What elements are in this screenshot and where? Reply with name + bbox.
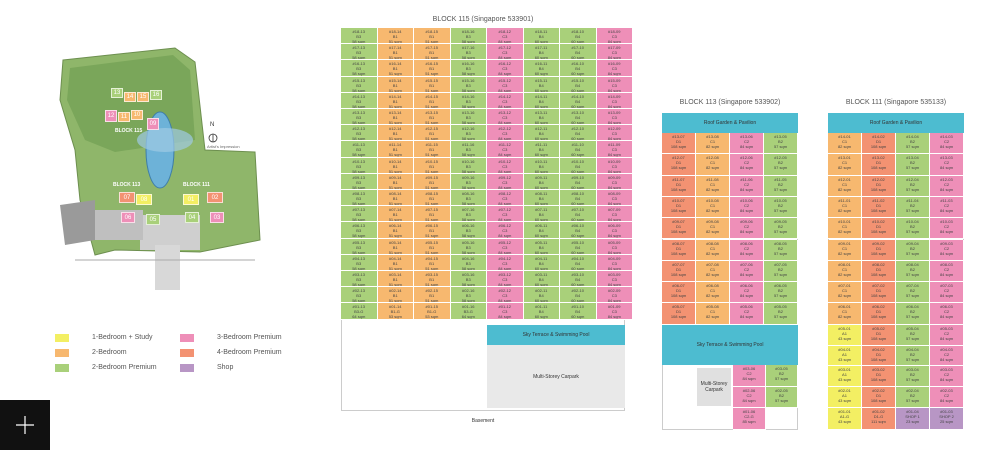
block115-unit-14-11: #14-11 B4 60 sqm [524, 93, 561, 109]
block115-unit-05-09: #05-09 C3 84 sqm [597, 239, 634, 255]
block115-unit-15-14: #15-14 B1 51 sqm [378, 77, 415, 93]
block115-unit-12-12: #12-12 C3 84 sqm [487, 125, 524, 141]
siteplan-unit-02: 02 [207, 192, 223, 203]
block111-unit-09-01: #09-01 C1 82 sqm [828, 240, 862, 261]
block115-unit-01-11: #01-11 B4 60 sqm [524, 303, 561, 319]
block115-unit-01-13: #01-13 B3-G 64 sqm [341, 303, 378, 319]
block113-unit-05-08: #05-08 C1 82 sqm [696, 303, 730, 324]
block115-unit-17-15: #17-15 B1 51 sqm [414, 44, 451, 60]
block113-unit-10-05: #10-05 B2 57 sqm [764, 197, 798, 218]
legend-label-2bed: 2-Bedroom [92, 349, 127, 356]
block115-unit-15-15: #15-15 B1 51 sqm [414, 77, 451, 93]
block111-unit-03-01: #03-01 A1 43 sqm [828, 366, 862, 387]
block111-unit-14-02: #14-02 D1 108 sqm [862, 133, 896, 154]
block113-unit-10-07: #10-07 D1 108 sqm [662, 197, 696, 218]
block115-unit-07-15: #07-15 B1 51 sqm [414, 206, 451, 222]
block115-unit-08-14: #08-14 B1 51 sqm [378, 190, 415, 206]
block115-unit-08-12: #08-12 C3 84 sqm [487, 190, 524, 206]
block115-unit-08-13: #08-13 B3 58 sqm [341, 190, 378, 206]
legend-label-3prem: 3-Bedroom Premium [217, 334, 282, 341]
block115-unit-11-14: #11-14 B1 51 sqm [378, 141, 415, 157]
block115-unit-04-14: #04-14 B1 51 sqm [378, 255, 415, 271]
block115-unit-18-12: #18-12 C3 84 sqm [487, 28, 524, 44]
block115-unit-09-14: #09-14 B1 51 sqm [378, 174, 415, 190]
block111-roof-garden: Roof Garden & Pavilion [828, 113, 964, 133]
block115-unit-09-10: #09-10 B4 60 sqm [560, 174, 597, 190]
block115-unit-13-11: #13-11 B4 60 sqm [524, 109, 561, 125]
block115-unit-08-16: #08-16 B3 58 sqm [451, 190, 488, 206]
siteplan-unit-09: 09 [147, 118, 159, 130]
block111-unit-08-03: #08-03 C2 84 sqm [930, 261, 964, 282]
block115-unit-05-16: #05-16 B3 58 sqm [451, 239, 488, 255]
block111-unit-10-04: #10-04 B2 57 sqm [896, 218, 930, 239]
block115-unit-03-11: #03-11 B4 60 sqm [524, 271, 561, 287]
block111-unit-14-01: #14-01 C1 82 sqm [828, 133, 862, 154]
block111-unit-06-02: #06-02 D1 108 sqm [862, 303, 896, 324]
block115-unit-06-10: #06-10 B4 60 sqm [560, 222, 597, 238]
block113-unit-06-07: #06-07 D1 108 sqm [662, 282, 696, 303]
block111-unit-01-03: #01-03 SHOP 2 25 sqm [930, 408, 964, 430]
block115-unit-07-14: #07-14 B1 51 sqm [378, 206, 415, 222]
block113-unit-06-08: #06-08 C1 82 sqm [696, 282, 730, 303]
block115-unit-12-09: #12-09 C3 84 sqm [597, 125, 634, 141]
block115-unit-09-13: #09-13 B3 58 sqm [341, 174, 378, 190]
block113-unit-11-05: #11-05 B2 57 sqm [764, 176, 798, 197]
siteplan-unit-07: 07 [119, 192, 135, 203]
block111-unit-02-04: #02-04 B2 57 sqm [896, 387, 930, 408]
block115-unit-16-16: #16-16 B3 58 sqm [451, 60, 488, 76]
block111-unit-11-03: #11-03 C2 84 sqm [930, 197, 964, 218]
block115-unit-01-09: #01-09 C3 84 sqm [597, 303, 634, 319]
block115-unit-02-12: #02-12 C3 84 sqm [487, 287, 524, 303]
block115-unit-12-14: #12-14 B1 51 sqm [378, 125, 415, 141]
block111-unit-06-03: #06-03 C2 84 sqm [930, 303, 964, 324]
block111-unit-09-04: #09-04 B2 57 sqm [896, 240, 930, 261]
block113-unit-11-08: #11-08 C1 82 sqm [696, 176, 730, 197]
block115-unit-16-12: #16-12 C3 84 sqm [487, 60, 524, 76]
block115-unit-02-14: #02-14 B1 51 sqm [378, 287, 415, 303]
block115-unit-05-13: #05-13 B3 58 sqm [341, 239, 378, 255]
expand-button[interactable] [0, 400, 50, 450]
block113-unit-02-06: #02-06 C2 84 sqm [733, 387, 766, 408]
block113-unit-12-08: #12-08 C1 82 sqm [696, 154, 730, 175]
block111-unit-03-04: #03-04 B2 57 sqm [896, 366, 930, 387]
block111-unit-02-02: #02-02 D1 108 sqm [862, 387, 896, 408]
block115-unit-09-12: #09-12 C3 84 sqm [487, 174, 524, 190]
block113-unit-10-06: #10-06 C2 84 sqm [730, 197, 764, 218]
block115-unit-16-10: #16-10 B4 60 sqm [560, 60, 597, 76]
block111-unit-13-01: #13-01 C1 82 sqm [828, 154, 862, 175]
block115-unit-14-09: #14-09 C3 84 sqm [597, 93, 634, 109]
block115-unit-08-10: #08-10 B4 60 sqm [560, 190, 597, 206]
block115-unit-02-13: #02-13 B3 58 sqm [341, 287, 378, 303]
block115-unit-03-15: #03-15 B1 51 sqm [414, 271, 451, 287]
block115-unit-18-13: #18-13 B3 58 sqm [341, 28, 378, 44]
block111-unit-13-02: #13-02 D1 108 sqm [862, 154, 896, 175]
block115-unit-05-10: #05-10 B4 60 sqm [560, 239, 597, 255]
legend-label-4prem: 4-Bedroom Premium [217, 349, 282, 356]
block113-unit-05-06: #05-06 C2 84 sqm [730, 303, 764, 324]
block111-unit-14-03: #14-03 C2 84 sqm [930, 133, 964, 154]
block111-unit-05-03: #05-03 C2 84 sqm [930, 325, 964, 346]
block111-unit-11-01: #11-01 C1 82 sqm [828, 197, 862, 218]
block111-unit-08-02: #08-02 D1 108 sqm [862, 261, 896, 282]
block115-unit-16-09: #16-09 C3 84 sqm [597, 60, 634, 76]
block111-unit-06-04: #06-04 B2 57 sqm [896, 303, 930, 324]
block115-unit-12-16: #12-16 B3 58 sqm [451, 125, 488, 141]
block111-unit-12-03: #12-03 C2 84 sqm [930, 176, 964, 197]
block115-unit-17-10: #17-10 B4 60 sqm [560, 44, 597, 60]
block115-title: BLOCK 115 (Singapore 533901) [432, 16, 534, 23]
block115-unit-11-16: #11-16 B3 58 sqm [451, 141, 488, 157]
siteplan-unit-12: 12 [105, 110, 117, 122]
block115-unit-06-16: #06-16 B3 58 sqm [451, 222, 488, 238]
block115-unit-18-15: #18-15 B1 51 sqm [414, 28, 451, 44]
siteplan-label-block111: BLOCK 111 [183, 182, 210, 188]
block115-unit-15-16: #15-16 B3 58 sqm [451, 77, 488, 93]
block115-unit-07-09: #07-09 C3 84 sqm [597, 206, 634, 222]
block115-unit-08-15: #08-15 B1 51 sqm [414, 190, 451, 206]
block115-unit-13-13: #13-13 B3 58 sqm [341, 109, 378, 125]
block115-carpark: Multi-Storey Carpark [487, 345, 625, 408]
block115-unit-14-10: #14-10 B4 60 sqm [560, 93, 597, 109]
block111-unit-02-03: #02-03 C2 84 sqm [930, 387, 964, 408]
block111-unit-06-01: #06-01 C1 82 sqm [828, 303, 862, 324]
block115-unit-18-09: #18-09 C3 84 sqm [597, 28, 634, 44]
siteplan-unit-01: 01 [183, 194, 199, 205]
block113-title: BLOCK 113 (Singapore 533902) [679, 99, 781, 106]
block115-unit-12-15: #12-15 B1 51 sqm [414, 125, 451, 141]
gatehouse [60, 200, 95, 245]
block115-unit-01-12: #01-12 C3 84 sqm [487, 303, 524, 319]
block115-unit-03-12: #03-12 C3 84 sqm [487, 271, 524, 287]
block111-unit-07-02: #07-02 D1 108 sqm [862, 282, 896, 303]
block111-unit-14-04: #14-04 B2 57 sqm [896, 133, 930, 154]
block111-unit-08-01: #08-01 C1 82 sqm [828, 261, 862, 282]
block113-unit-08-05: #08-05 B2 57 sqm [764, 240, 798, 261]
legend-swatch-3prem [180, 334, 194, 342]
plus-icon [14, 414, 36, 436]
block115-unit-13-14: #13-14 B1 51 sqm [378, 109, 415, 125]
block115-unit-03-16: #03-16 B3 58 sqm [451, 271, 488, 287]
block113-unit-09-05: #09-05 B2 57 sqm [764, 218, 798, 239]
block113-unit-06-06: #06-06 C2 84 sqm [730, 282, 764, 303]
block111-unit-10-03: #10-03 C2 84 sqm [930, 218, 964, 239]
block115-unit-13-09: #13-09 C3 84 sqm [597, 109, 634, 125]
block115-unit-05-11: #05-11 B4 60 sqm [524, 239, 561, 255]
block113-unit-12-05: #12-05 B2 57 sqm [764, 154, 798, 175]
block111-unit-13-03: #13-03 C2 84 sqm [930, 154, 964, 175]
block115-unit-07-13: #07-13 B3 58 sqm [341, 206, 378, 222]
block111-unit-03-03: #03-03 C2 84 sqm [930, 366, 964, 387]
block115-unit-10-12: #10-12 C3 84 sqm [487, 158, 524, 174]
block115-unit-17-16: #17-16 B3 58 sqm [451, 44, 488, 60]
siteplan-label-block115: BLOCK 115 [115, 128, 143, 134]
block115-unit-09-09: #09-09 C3 84 sqm [597, 174, 634, 190]
siteplan-unit-10: 10 [131, 110, 143, 120]
block113-unit-07-07: #07-07 D1 108 sqm [662, 261, 696, 282]
block115-unit-16-13: #16-13 B3 58 sqm [341, 60, 378, 76]
block115-unit-03-10: #03-10 B4 60 sqm [560, 271, 597, 287]
block111-unit-10-02: #10-02 D1 108 sqm [862, 218, 896, 239]
block115-basement: Basement [341, 410, 625, 430]
block115-unit-09-16: #09-16 B3 58 sqm [451, 174, 488, 190]
block113-unit-12-07: #12-07 D1 108 sqm [662, 154, 696, 175]
legend-swatch-study [55, 334, 69, 342]
block115-unit-08-09: #08-09 C3 84 sqm [597, 190, 634, 206]
block115-unit-16-14: #16-14 B1 51 sqm [378, 60, 415, 76]
block113-sky-terrace: Sky Terrace & Swimming Pool [662, 325, 798, 365]
block115-unit-05-14: #05-14 B1 51 sqm [378, 239, 415, 255]
siteplan-unit-06: 06 [121, 212, 135, 223]
block113-unit-01-06: #01-06 C2-G 85 sqm [733, 408, 766, 430]
legend-label-2prem: 2-Bedroom Premium [92, 364, 157, 371]
block113-unit-12-06: #12-06 C2 84 sqm [730, 154, 764, 175]
block115-unit-06-15: #06-15 B1 51 sqm [414, 222, 451, 238]
block115-unit-04-11: #04-11 B4 60 sqm [524, 255, 561, 271]
legend-swatch-2bed [55, 349, 69, 357]
block115-unit-03-09: #03-09 C3 84 sqm [597, 271, 634, 287]
block115-unit-09-11: #09-11 B4 60 sqm [524, 174, 561, 190]
block111-unit-13-04: #13-04 B2 57 sqm [896, 154, 930, 175]
block115-unit-15-12: #15-12 C3 84 sqm [487, 77, 524, 93]
block113-unit-11-07: #11-07 D1 108 sqm [662, 176, 696, 197]
block115-unit-15-11: #15-11 B4 60 sqm [524, 77, 561, 93]
legend-swatch-2prem [55, 364, 69, 372]
block115-unit-06-09: #06-09 C3 84 sqm [597, 222, 634, 238]
block115-unit-14-12: #14-12 C3 84 sqm [487, 93, 524, 109]
block111-unit-01-01: #01-01 A1-G 43 sqm [828, 408, 862, 430]
block115-unit-06-14: #06-14 B1 51 sqm [378, 222, 415, 238]
block115-unit-17-09: #17-09 C3 84 sqm [597, 44, 634, 60]
block115-unit-15-13: #15-13 B3 58 sqm [341, 77, 378, 93]
block115-unit-11-11: #11-11 B4 60 sqm [524, 141, 561, 157]
block115-unit-13-15: #13-15 B1 51 sqm [414, 109, 451, 125]
block115-unit-09-15: #09-15 B1 51 sqm [414, 174, 451, 190]
block113-unit-11-06: #11-06 C2 84 sqm [730, 176, 764, 197]
block115-unit-12-10: #12-10 B4 60 sqm [560, 125, 597, 141]
legend-label-study: 1-Bedroom + Study [92, 334, 153, 341]
block115-unit-10-10: #10-10 B4 60 sqm [560, 158, 597, 174]
block113-unit-07-06: #07-06 C2 84 sqm [730, 261, 764, 282]
block113-unit-03-05: #03-05 B2 57 sqm [766, 365, 798, 387]
block111-unit-07-03: #07-03 C2 84 sqm [930, 282, 964, 303]
block115-unit-16-11: #16-11 B4 60 sqm [524, 60, 561, 76]
block111-unit-03-02: #03-02 D1 108 sqm [862, 366, 896, 387]
block115-unit-10-11: #10-11 B4 60 sqm [524, 158, 561, 174]
block115-unit-14-16: #14-16 B3 58 sqm [451, 93, 488, 109]
block113-unit-09-08: #09-08 C1 82 sqm [696, 218, 730, 239]
block115-unit-10-15: #10-15 B1 51 sqm [414, 158, 451, 174]
block115-unit-15-09: #15-09 C3 84 sqm [597, 77, 634, 93]
block115-unit-17-14: #17-14 B1 51 sqm [378, 44, 415, 60]
siteplan-unit-14: 14 [124, 92, 136, 102]
block113-unit-13-06: #13-06 C2 84 sqm [730, 133, 764, 154]
block115-unit-01-10: #01-10 B4 60 sqm [560, 303, 597, 319]
block115-unit-17-13: #17-13 B3 58 sqm [341, 44, 378, 60]
block113-unit-08-07: #08-07 D1 108 sqm [662, 240, 696, 261]
siteplan-unit-11: 11 [118, 112, 130, 122]
block115-unit-13-12: #13-12 C3 84 sqm [487, 109, 524, 125]
block111-unit-10-01: #10-01 C1 82 sqm [828, 218, 862, 239]
block115-unit-17-12: #17-12 C3 84 sqm [487, 44, 524, 60]
legend-label-shop: Shop [217, 364, 234, 371]
block115-unit-10-14: #10-14 B1 51 sqm [378, 158, 415, 174]
block111-unit-12-02: #12-02 D1 108 sqm [862, 176, 896, 197]
block111-unit-04-03: #04-03 C2 84 sqm [930, 346, 964, 367]
block115-unit-07-12: #07-12 C3 84 sqm [487, 206, 524, 222]
block113-unit-07-05: #07-05 B2 57 sqm [764, 261, 798, 282]
legend-swatch-4prem [180, 349, 194, 357]
block111-unit-07-04: #07-04 B2 57 sqm [896, 282, 930, 303]
block115-unit-02-11: #02-11 B4 60 sqm [524, 287, 561, 303]
block115-unit-18-10: #18-10 B4 60 sqm [560, 28, 597, 44]
block111-unit-01-04: #01-04 SHOP 1 23 sqm [896, 408, 930, 430]
legend-swatch-shop [180, 364, 194, 372]
block113-unit-09-07: #09-07 D1 108 sqm [662, 218, 696, 239]
block113-unit-02-05: #02-05 B2 57 sqm [766, 387, 798, 408]
block113-roof-garden: Roof Garden & Pavilion [662, 113, 798, 133]
block115-unit-10-09: #10-09 C3 84 sqm [597, 158, 634, 174]
block115-unit-04-13: #04-13 B3 58 sqm [341, 255, 378, 271]
compass-label: N [210, 122, 215, 128]
block113-unit-08-06: #08-06 C2 84 sqm [730, 240, 764, 261]
block111-unit-05-01: #05-01 A1 43 sqm [828, 325, 862, 346]
block115-unit-11-10: #11-10 B4 60 sqm [560, 141, 597, 157]
block115-unit-08-11: #08-11 B4 60 sqm [524, 190, 561, 206]
block111-unit-11-04: #11-04 B2 57 sqm [896, 197, 930, 218]
siteplan-unit-16: 16 [150, 90, 162, 100]
block115-unit-10-13: #10-13 B3 58 sqm [341, 158, 378, 174]
block115-unit-18-16: #18-16 B3 58 sqm [451, 28, 488, 44]
block111-unit-05-02: #05-02 D1 108 sqm [862, 325, 896, 346]
siteplan-unit-15: 15 [137, 92, 149, 102]
block115-unit-18-14: #18-14 B1 51 sqm [378, 28, 415, 44]
block115-unit-11-12: #11-12 C3 84 sqm [487, 141, 524, 157]
block111-unit-08-04: #08-04 B2 57 sqm [896, 261, 930, 282]
block115-unit-12-11: #12-11 B4 60 sqm [524, 125, 561, 141]
block115-unit-07-10: #07-10 B4 60 sqm [560, 206, 597, 222]
block115-unit-12-13: #12-13 B3 58 sqm [341, 125, 378, 141]
carpark-roof [95, 210, 143, 240]
block115-unit-11-13: #11-13 B3 58 sqm [341, 141, 378, 157]
block115-unit-01-16: #01-16 B3-G 64 sqm [451, 303, 488, 319]
pool-deck [137, 128, 193, 152]
block113-unit-08-08: #08-08 C1 82 sqm [696, 240, 730, 261]
block115-unit-04-15: #04-15 B1 51 sqm [414, 255, 451, 271]
road [155, 245, 180, 290]
block115-unit-14-15: #14-15 B1 51 sqm [414, 93, 451, 109]
block115-unit-06-13: #06-13 B3 58 sqm [341, 222, 378, 238]
block113-unit-13-05: #13-05 B2 57 sqm [764, 133, 798, 154]
block115-unit-18-11: #18-11 B4 60 sqm [524, 28, 561, 44]
block115-unit-13-10: #13-10 B4 60 sqm [560, 109, 597, 125]
block115-unit-04-16: #04-16 B3 58 sqm [451, 255, 488, 271]
block115-unit-11-09: #11-09 C3 84 sqm [597, 141, 634, 157]
block115-unit-02-10: #02-10 B4 60 sqm [560, 287, 597, 303]
siteplan-unit-04: 04 [185, 212, 199, 223]
block111-unit-02-01: #02-01 A1 43 sqm [828, 387, 862, 408]
block111-unit-04-01: #04-01 A1 43 sqm [828, 346, 862, 367]
siteplan-unit-03: 03 [210, 212, 224, 223]
site-plan [55, 40, 295, 290]
block115-unit-05-12: #05-12 C3 84 sqm [487, 239, 524, 255]
block111-unit-04-02: #04-02 D1 108 sqm [862, 346, 896, 367]
artist-impression-label: Artist's Impression [207, 144, 240, 149]
block111-unit-12-04: #12-04 B2 57 sqm [896, 176, 930, 197]
block113-unit-09-06: #09-06 C2 84 sqm [730, 218, 764, 239]
block111-unit-09-02: #09-02 D1 108 sqm [862, 240, 896, 261]
block113-unit-05-05: #05-05 B2 57 sqm [764, 303, 798, 324]
block115-sky-terrace: Sky Terrace & Swimming Pool [487, 325, 625, 345]
block115-unit-02-09: #02-09 C3 84 sqm [597, 287, 634, 303]
siteplan-unit-13: 13 [111, 88, 123, 98]
block113-unit-05-07: #05-07 D1 108 sqm [662, 303, 696, 324]
block115-unit-02-15: #02-15 B1 51 sqm [414, 287, 451, 303]
block115-unit-03-13: #03-13 B3 58 sqm [341, 271, 378, 287]
block113-unit-06-05: #06-05 B2 57 sqm [764, 282, 798, 303]
block115-unit-07-16: #07-16 B3 58 sqm [451, 206, 488, 222]
block115-unit-15-10: #15-10 B4 60 sqm [560, 77, 597, 93]
block113-unit-13-08: #13-08 C1 82 sqm [696, 133, 730, 154]
block115-unit-01-15: #01-15 B1-G 53 sqm [414, 303, 451, 319]
block115-unit-13-16: #13-16 B3 58 sqm [451, 109, 488, 125]
block113-unit-13-07: #13-07 D1 108 sqm [662, 133, 696, 154]
block111-title: BLOCK 111 (Singapore 535133) [845, 99, 947, 106]
block111-unit-09-03: #09-03 C2 84 sqm [930, 240, 964, 261]
block115-unit-04-09: #04-09 C3 84 sqm [597, 255, 634, 271]
block113-unit-07-08: #07-08 C1 82 sqm [696, 261, 730, 282]
block115-unit-17-11: #17-11 B4 60 sqm [524, 44, 561, 60]
block111-unit-01-02: #01-02 D1-G 111 sqm [862, 408, 896, 430]
block111-unit-07-01: #07-01 C1 82 sqm [828, 282, 862, 303]
block115-unit-06-11: #06-11 B4 60 sqm [524, 222, 561, 238]
block111-unit-12-01: #12-01 C1 82 sqm [828, 176, 862, 197]
block115-unit-01-14: #01-14 B1-G 53 sqm [378, 303, 415, 319]
block115-unit-06-12: #06-12 C3 84 sqm [487, 222, 524, 238]
block111-unit-05-04: #05-04 B2 57 sqm [896, 325, 930, 346]
siteplan-unit-05: 05 [146, 214, 160, 225]
block111-unit-11-02: #11-02 D1 108 sqm [862, 197, 896, 218]
block113-unit-10-08: #10-08 C1 82 sqm [696, 197, 730, 218]
block115-unit-07-11: #07-11 B4 60 sqm [524, 206, 561, 222]
site-plan-drawing [55, 40, 295, 290]
block115-unit-05-15: #05-15 B1 51 sqm [414, 239, 451, 255]
block115-unit-02-16: #02-16 B3 58 sqm [451, 287, 488, 303]
siteplan-label-block113: BLOCK 113 [113, 182, 141, 188]
block113-unit-03-06: #03-06 C2 84 sqm [733, 365, 766, 387]
block115-unit-04-12: #04-12 C3 84 sqm [487, 255, 524, 271]
siteplan-unit-08: 08 [136, 194, 152, 205]
block115-unit-03-14: #03-14 B1 51 sqm [378, 271, 415, 287]
block115-unit-16-15: #16-15 B1 51 sqm [414, 60, 451, 76]
block113-carpark: Multi-Storey Carpark [697, 368, 731, 406]
block115-unit-11-15: #11-15 B1 51 sqm [414, 141, 451, 157]
block115-unit-10-16: #10-16 B3 58 sqm [451, 158, 488, 174]
block111-unit-04-04: #04-04 B2 57 sqm [896, 346, 930, 367]
block115-unit-14-14: #14-14 B1 51 sqm [378, 93, 415, 109]
block115-unit-14-13: #14-13 B3 58 sqm [341, 93, 378, 109]
block115-unit-04-10: #04-10 B4 60 sqm [560, 255, 597, 271]
